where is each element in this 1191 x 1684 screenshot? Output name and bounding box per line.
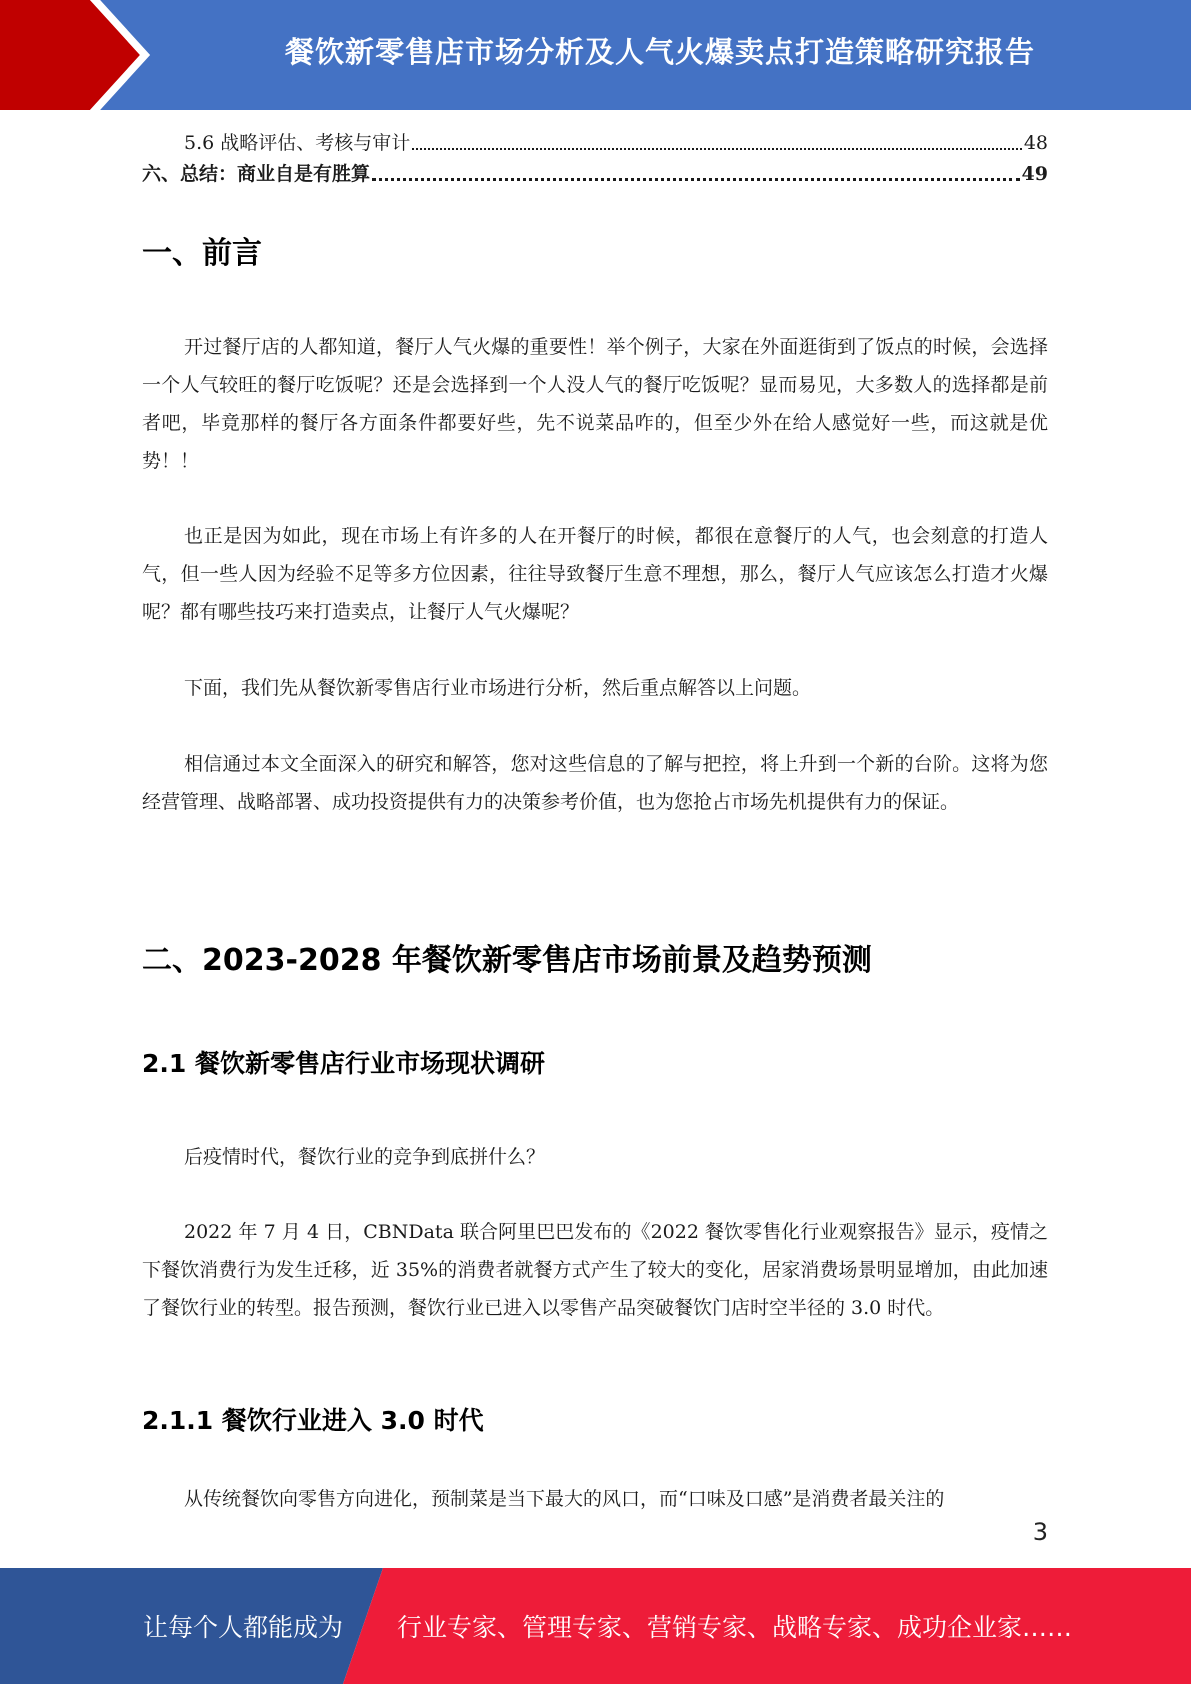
toc-leader-dots — [372, 178, 1020, 181]
footer-slogan-left: 让每个人都能成为 — [143, 1613, 344, 1642]
toc-entry-page: 49 — [1021, 163, 1048, 185]
toc-entry[interactable] — [142, 159, 1048, 187]
paragraph: 从传统餐饮向零售方向进化，预制菜是当下最大的风口，而“口味及口感”是消费者最关注的 — [184, 1488, 945, 1510]
report-title: 餐饮新零售店市场分析及人气火爆卖点打造策略研究报告 — [284, 34, 1035, 69]
toc-entry-label: 六、总结：商业自是有胜算 — [142, 163, 371, 185]
toc-entry[interactable] — [142, 128, 1048, 156]
section-heading-forecast: 二、2023-2028 年餐饮新零售店市场前景及趋势预测 — [142, 943, 872, 978]
paragraph: 2022 年 7 月 4 日，CBNData 联合阿里巴巴发布的《2022 餐饮零售化行业观察报告》显示，疫情之下餐饮消费行为发生迁移，近 35%的消费者就餐方式产生了较大的变化，居家消费场景明显增加，由此加速了餐饮行业的转型。报告预测，餐饮行业已进入以零售产品突破餐饮门店时空半径的 3.0 时代。 — [142, 1221, 1048, 1319]
toc-entry-page: 48 — [1023, 132, 1048, 154]
page-header — [0, 0, 1191, 110]
toc-entry-label: 5.6 战略评估、考核与审计 — [184, 132, 411, 154]
paragraph: 也正是因为如此，现在市场上有许多的人在开餐厅的时候，都很在意餐厅的人气，也会刻意的打造人气，但一些人因为经验不足等多方位因素，往往导致餐厅生意不理想，那么，餐厅人气应该怎么打造才火爆呢？都有哪些技巧来打造卖点，让餐厅人气火爆呢？ — [142, 525, 1048, 623]
paragraph: 下面，我们先从餐饮新零售店行业市场进行分析，然后重点解答以上问题。 — [184, 677, 812, 699]
subsection-heading-status: 2.1 餐饮新零售店行业市场现状调研 — [142, 1049, 545, 1078]
paragraph: 开过餐厅店的人都知道，餐厅人气火爆的重要性！举个例子，大家在外面逛街到了饭点的时候，会选择一个人气较旺的餐厅吃饭呢？还是会选择到一个人没人气的餐厅吃饭呢？显而易见，大多数人的选择都是前者吧，毕竟那样的餐厅各方面条件都要好些，先不说菜品咋的，但至少外在给人感觉好一些，而这就是优势！！ — [142, 336, 1048, 472]
page-footer — [0, 1568, 1191, 1684]
section-heading-preface: 一、前言 — [142, 236, 262, 271]
paragraph: 相信通过本文全面深入的研究和解答，您对这些信息的了解与把控，将上升到一个新的台阶。这将为您经营管理、战略部署、成功投资提供有力的决策参考价值，也为您抢占市场先机提供有力的保证。 — [142, 753, 1048, 813]
page-number: 3 — [1032, 1518, 1048, 1546]
subsection-heading-era: 2.1.1 餐饮行业进入 3.0 时代 — [142, 1406, 484, 1435]
header-chevron-decoration — [0, 0, 160, 110]
toc-leader-dots — [412, 148, 1022, 150]
footer-slogan-right: 行业专家、管理专家、营销专家、战略专家、成功企业家…… — [397, 1613, 1073, 1642]
paragraph: 后疫情时代，餐饮行业的竞争到底拼什么？ — [184, 1146, 546, 1168]
